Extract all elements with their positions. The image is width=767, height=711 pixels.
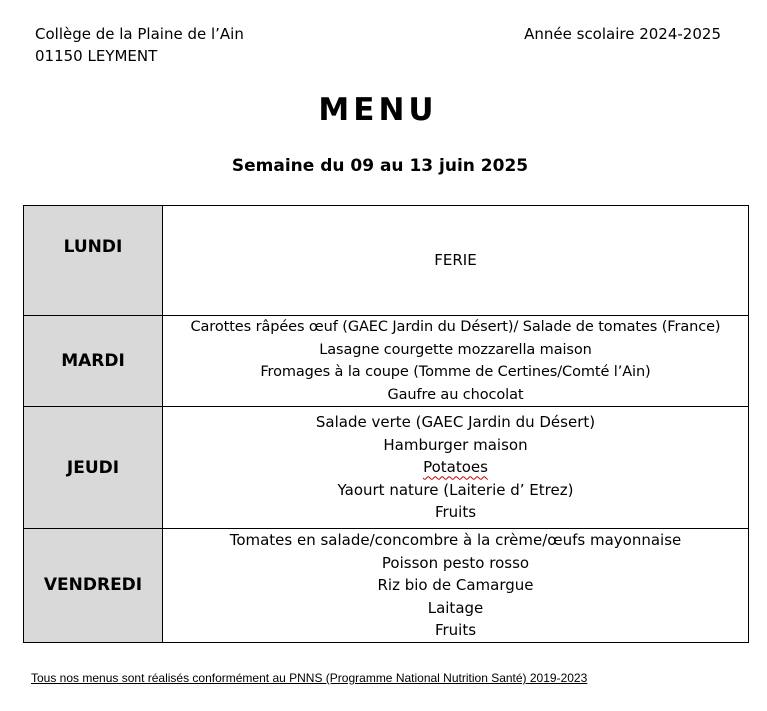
dish-item: Hamburger maison	[383, 435, 528, 454]
school-city: 01150 LEYMENT	[35, 47, 158, 65]
dish-item: Lasagne courgette mozzarella maison	[319, 341, 592, 358]
day-dishes	[163, 206, 749, 316]
dish-item: FERIE	[434, 251, 477, 270]
menu-table	[23, 205, 749, 643]
dish-item: Yaourt nature (Laiterie d’ Etrez)	[337, 480, 574, 499]
menu-row-mardi	[24, 316, 749, 407]
menu-row-vendredi	[24, 529, 749, 643]
dish-item: Tomates en salade/concombre à la crème/œufs mayonnaise	[229, 531, 682, 549]
school-name: Collège de la Plaine de l’Ain	[35, 25, 244, 43]
day-label: MARDI	[24, 316, 163, 407]
dish-item: Riz bio de Camargue	[377, 576, 534, 594]
menu-row-jeudi	[24, 407, 749, 529]
dish-item: Fromages à la coupe (Tomme de Certines/Comté l’Ain)	[260, 364, 651, 380]
dish-item: Fruits	[434, 621, 477, 639]
footer-note: Tous nos menus sont réalisés conformément au PNNS (Programme National Nutrition Santé) 2019-2023	[31, 671, 588, 685]
page-title: MENU	[318, 92, 438, 128]
day-label: LUNDI	[24, 206, 163, 316]
dish-item: Salade verte (GAEC Jardin du Désert)	[315, 413, 596, 432]
dish-item: Poisson pesto rosso	[381, 553, 530, 572]
day-label: JEUDI	[24, 407, 163, 529]
dish-item: Gaufre au chocolat	[387, 386, 524, 403]
week-subtitle: Semaine du 09 au 13 juin 2025	[231, 156, 529, 176]
day-dishes	[163, 316, 749, 407]
school-year: Année scolaire 2024-2025	[524, 25, 721, 43]
dish-item: Laitage	[427, 598, 484, 617]
spellcheck-mark: Potatoes	[423, 458, 488, 477]
day-dishes	[163, 529, 749, 643]
school-info	[35, 23, 244, 67]
dish-item	[163, 456, 748, 479]
menu-row-lundi	[24, 206, 749, 316]
day-label: VENDREDI	[24, 529, 163, 643]
dish-item: Carottes râpées œuf (GAEC Jardin du Désert)/ Salade de tomates (France)	[190, 319, 721, 335]
day-dishes	[163, 407, 749, 529]
dish-item: Fruits	[434, 503, 477, 522]
